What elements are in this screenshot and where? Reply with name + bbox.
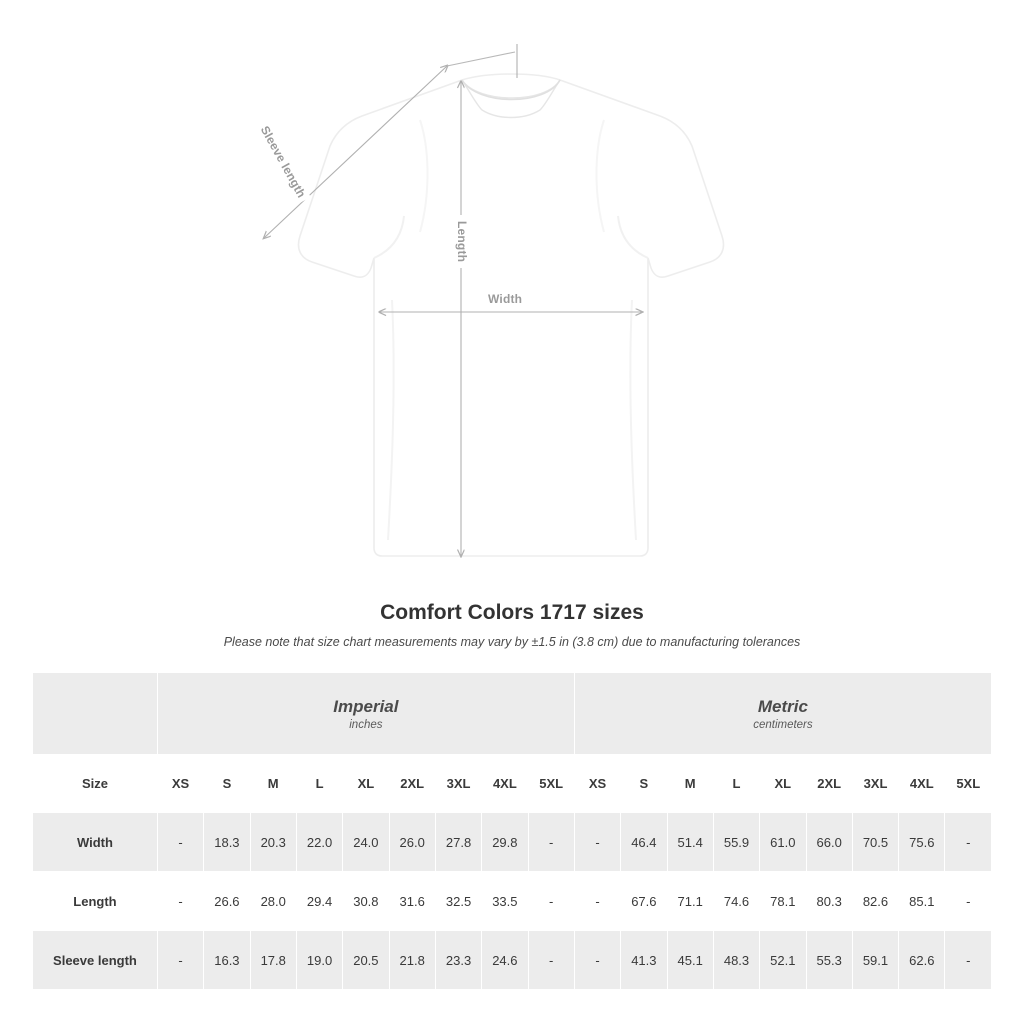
- sleeve-imperial-5xl: -: [528, 931, 574, 990]
- width-metric-4xl: 75.6: [899, 813, 945, 872]
- size-header-metric-xl: XL: [760, 755, 806, 813]
- width-metric-3xl: 70.5: [852, 813, 898, 872]
- tolerance-note: Please note that size chart measurements may vary by ±1.5 in (3.8 cm) due to manufacturing tolerances: [223, 635, 801, 649]
- size-header-imperial-3xl: 3XL: [435, 755, 481, 813]
- units-corner-cell: [33, 673, 158, 755]
- sleeve-imperial-m: 17.8: [250, 931, 296, 990]
- length-metric-xs: -: [574, 872, 620, 931]
- sleeve-metric-l: 48.3: [713, 931, 759, 990]
- length-metric-m: 71.1: [667, 872, 713, 931]
- size-header-metric-4xl: 4XL: [899, 755, 945, 813]
- sleeve-metric-xs: -: [574, 931, 620, 990]
- length-imperial-l: 29.4: [296, 872, 342, 931]
- metric-unit-header: [574, 673, 991, 755]
- imperial-unit-name: Imperial: [333, 697, 399, 717]
- size-header-label: Size: [33, 755, 158, 813]
- row-label-width: Width: [33, 813, 158, 872]
- sleeve-imperial-s: 16.3: [204, 931, 250, 990]
- sleeve-metric-3xl: 59.1: [852, 931, 898, 990]
- size-header-imperial-l: L: [296, 755, 342, 813]
- imperial-unit-header: [157, 673, 574, 755]
- sleeve-metric-xl: 52.1: [760, 931, 806, 990]
- width-imperial-2xl: 26.0: [389, 813, 435, 872]
- units-header-row: [33, 673, 992, 755]
- size-header-imperial-xs: XS: [157, 755, 203, 813]
- length-imperial-2xl: 31.6: [389, 872, 435, 931]
- size-header-imperial-xl: XL: [343, 755, 389, 813]
- length-imperial-4xl: 33.5: [482, 872, 528, 931]
- width-metric-2xl: 66.0: [806, 813, 852, 872]
- size-header-metric-5xl: 5XL: [945, 755, 992, 813]
- length-metric-l: 74.6: [713, 872, 759, 931]
- sleeve-metric-5xl: -: [945, 931, 992, 990]
- width-imperial-m: 20.3: [250, 813, 296, 872]
- sleeve-imperial-l: 19.0: [296, 931, 342, 990]
- sleeve-metric-s: 41.3: [621, 931, 667, 990]
- size-header-metric-2xl: 2XL: [806, 755, 852, 813]
- length-imperial-xl: 30.8: [343, 872, 389, 931]
- sleeve-metric-4xl: 62.6: [899, 931, 945, 990]
- width-imperial-l: 22.0: [296, 813, 342, 872]
- width-imperial-3xl: 27.8: [435, 813, 481, 872]
- metric-unit-sub: centimeters: [753, 718, 813, 731]
- length-imperial-5xl: -: [528, 872, 574, 931]
- size-header-imperial-2xl: 2XL: [389, 755, 435, 813]
- length-metric-s: 67.6: [621, 872, 667, 931]
- width-metric-m: 51.4: [667, 813, 713, 872]
- imperial-unit-sub: inches: [349, 718, 383, 731]
- row-label-sleeve-length: Sleeve length: [33, 931, 158, 990]
- sleeve-metric-m: 45.1: [667, 931, 713, 990]
- length-metric-4xl: 85.1: [899, 872, 945, 931]
- width-metric-xs: -: [574, 813, 620, 872]
- width-metric-5xl: -: [945, 813, 992, 872]
- length-metric-2xl: 80.3: [806, 872, 852, 931]
- sleeve-imperial-xs: -: [157, 931, 203, 990]
- size-header-metric-l: L: [713, 755, 759, 813]
- length-metric-xl: 78.1: [760, 872, 806, 931]
- sleeve-length-dimension-label: Sleeve length: [256, 120, 311, 204]
- width-imperial-s: 18.3: [204, 813, 250, 872]
- size-header-imperial-4xl: 4XL: [482, 755, 528, 813]
- sleeve-imperial-4xl: 24.6: [482, 931, 528, 990]
- length-imperial-xs: -: [157, 872, 203, 931]
- sleeve-metric-2xl: 55.3: [806, 931, 852, 990]
- sleeve-imperial-2xl: 21.8: [389, 931, 435, 990]
- sleeve-imperial-3xl: 23.3: [435, 931, 481, 990]
- width-imperial-5xl: -: [528, 813, 574, 872]
- length-imperial-m: 28.0: [250, 872, 296, 931]
- width-dimension-label: Width: [482, 292, 528, 306]
- size-header-metric-m: M: [667, 755, 713, 813]
- size-header-imperial-5xl: 5XL: [528, 755, 574, 813]
- size-table-container: [32, 672, 992, 990]
- table-row: [33, 931, 992, 990]
- table-row: [33, 813, 992, 872]
- row-label-length: Length: [33, 872, 158, 931]
- width-imperial-xs: -: [157, 813, 203, 872]
- width-metric-xl: 61.0: [760, 813, 806, 872]
- metric-unit-name: Metric: [757, 697, 808, 717]
- width-metric-s: 46.4: [621, 813, 667, 872]
- length-metric-3xl: 82.6: [852, 872, 898, 931]
- size-header-metric-3xl: 3XL: [852, 755, 898, 813]
- size-header-row: [33, 755, 992, 813]
- width-imperial-xl: 24.0: [343, 813, 389, 872]
- table-row: [33, 872, 992, 931]
- width-metric-l: 55.9: [713, 813, 759, 872]
- size-header-metric-xs: XS: [574, 755, 620, 813]
- page-title: Comfort Colors 1717 sizes: [380, 601, 644, 624]
- size-header-imperial-s: S: [204, 755, 250, 813]
- length-metric-5xl: -: [945, 872, 992, 931]
- sleeve-imperial-xl: 20.5: [343, 931, 389, 990]
- width-imperial-4xl: 29.8: [482, 813, 528, 872]
- size-header-metric-s: S: [621, 755, 667, 813]
- length-dimension-label: Length: [455, 215, 469, 268]
- length-imperial-s: 26.6: [204, 872, 250, 931]
- length-imperial-3xl: 32.5: [435, 872, 481, 931]
- size-header-imperial-m: M: [250, 755, 296, 813]
- size-table: [32, 672, 992, 990]
